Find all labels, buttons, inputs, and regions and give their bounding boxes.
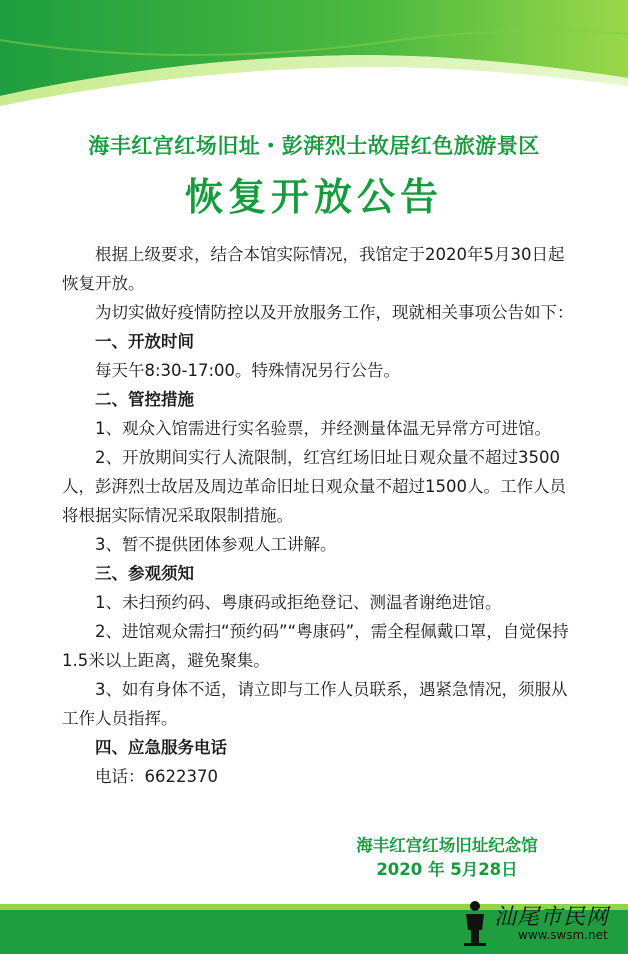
hours-text: 每天午8:30-17:00。特殊情况另行公告。 [95,361,401,380]
notice-title-line2: 恢复开放公告 [184,175,443,219]
intro-paragraph-2: 为切实做好疫情防控以及开放服务工作，现就相关事项公告如下： [95,303,574,322]
control-item-1: 1、观众入馆需进行实名验票，并经测量体温无异常方可进馆。 [95,419,551,438]
watermark-text: 汕尾市民网 [494,905,610,930]
phone-number: 电话：6622370 [95,767,218,786]
control-item-3: 3、暂不提供团体参观人工讲解。 [95,535,337,554]
visit-item-3: 3、如有身体不适，请立即与工作人员联系，遇紧急情况，须服从工作人员指挥。 [62,680,568,728]
visit-item-1: 1、未扫预约码、粤康码或拒绝登记、测温者谢绝进馆。 [95,593,502,612]
section-heading-hours: 一、开放时间 [95,332,194,351]
section-heading-control: 二、管控措施 [95,390,194,409]
control-item-2: 2、开放期间实行人流限制，红宫红场旧址日观众量不超过3500人，彭湃烈士故居及周边革命旧址日观众量不超过1500人。工作人员将根据实际情况采取限制措施。 [62,448,566,525]
watermark [460,898,620,948]
intro-paragraph: 根据上级要求，结合本馆实际情况，我馆定于2020年5月30日起恢复开放。 [62,245,565,293]
silhouette-figure-icon [460,900,490,946]
signature-date: 2020 年 5月28日 [376,860,518,879]
watermark-url: www.swsm.net [518,928,608,942]
signature-org: 海丰红宫红场旧址纪念馆 [356,836,538,855]
visit-item-2: 2、进馆观众需扫“预约码”“粤康码”，需全程佩戴口罩，自觉保持1.5米以上距离，避免聚集。 [62,622,569,670]
section-heading-visit: 三、参观须知 [95,564,194,583]
notice-body [62,240,574,791]
signature-block [322,834,572,882]
section-heading-phone: 四、应急服务电话 [95,738,227,757]
notice-title-line1: 海丰红宫红场旧址・彭湃烈士故居红色旅游景区 [88,134,540,158]
header-wave-decoration [0,0,628,110]
